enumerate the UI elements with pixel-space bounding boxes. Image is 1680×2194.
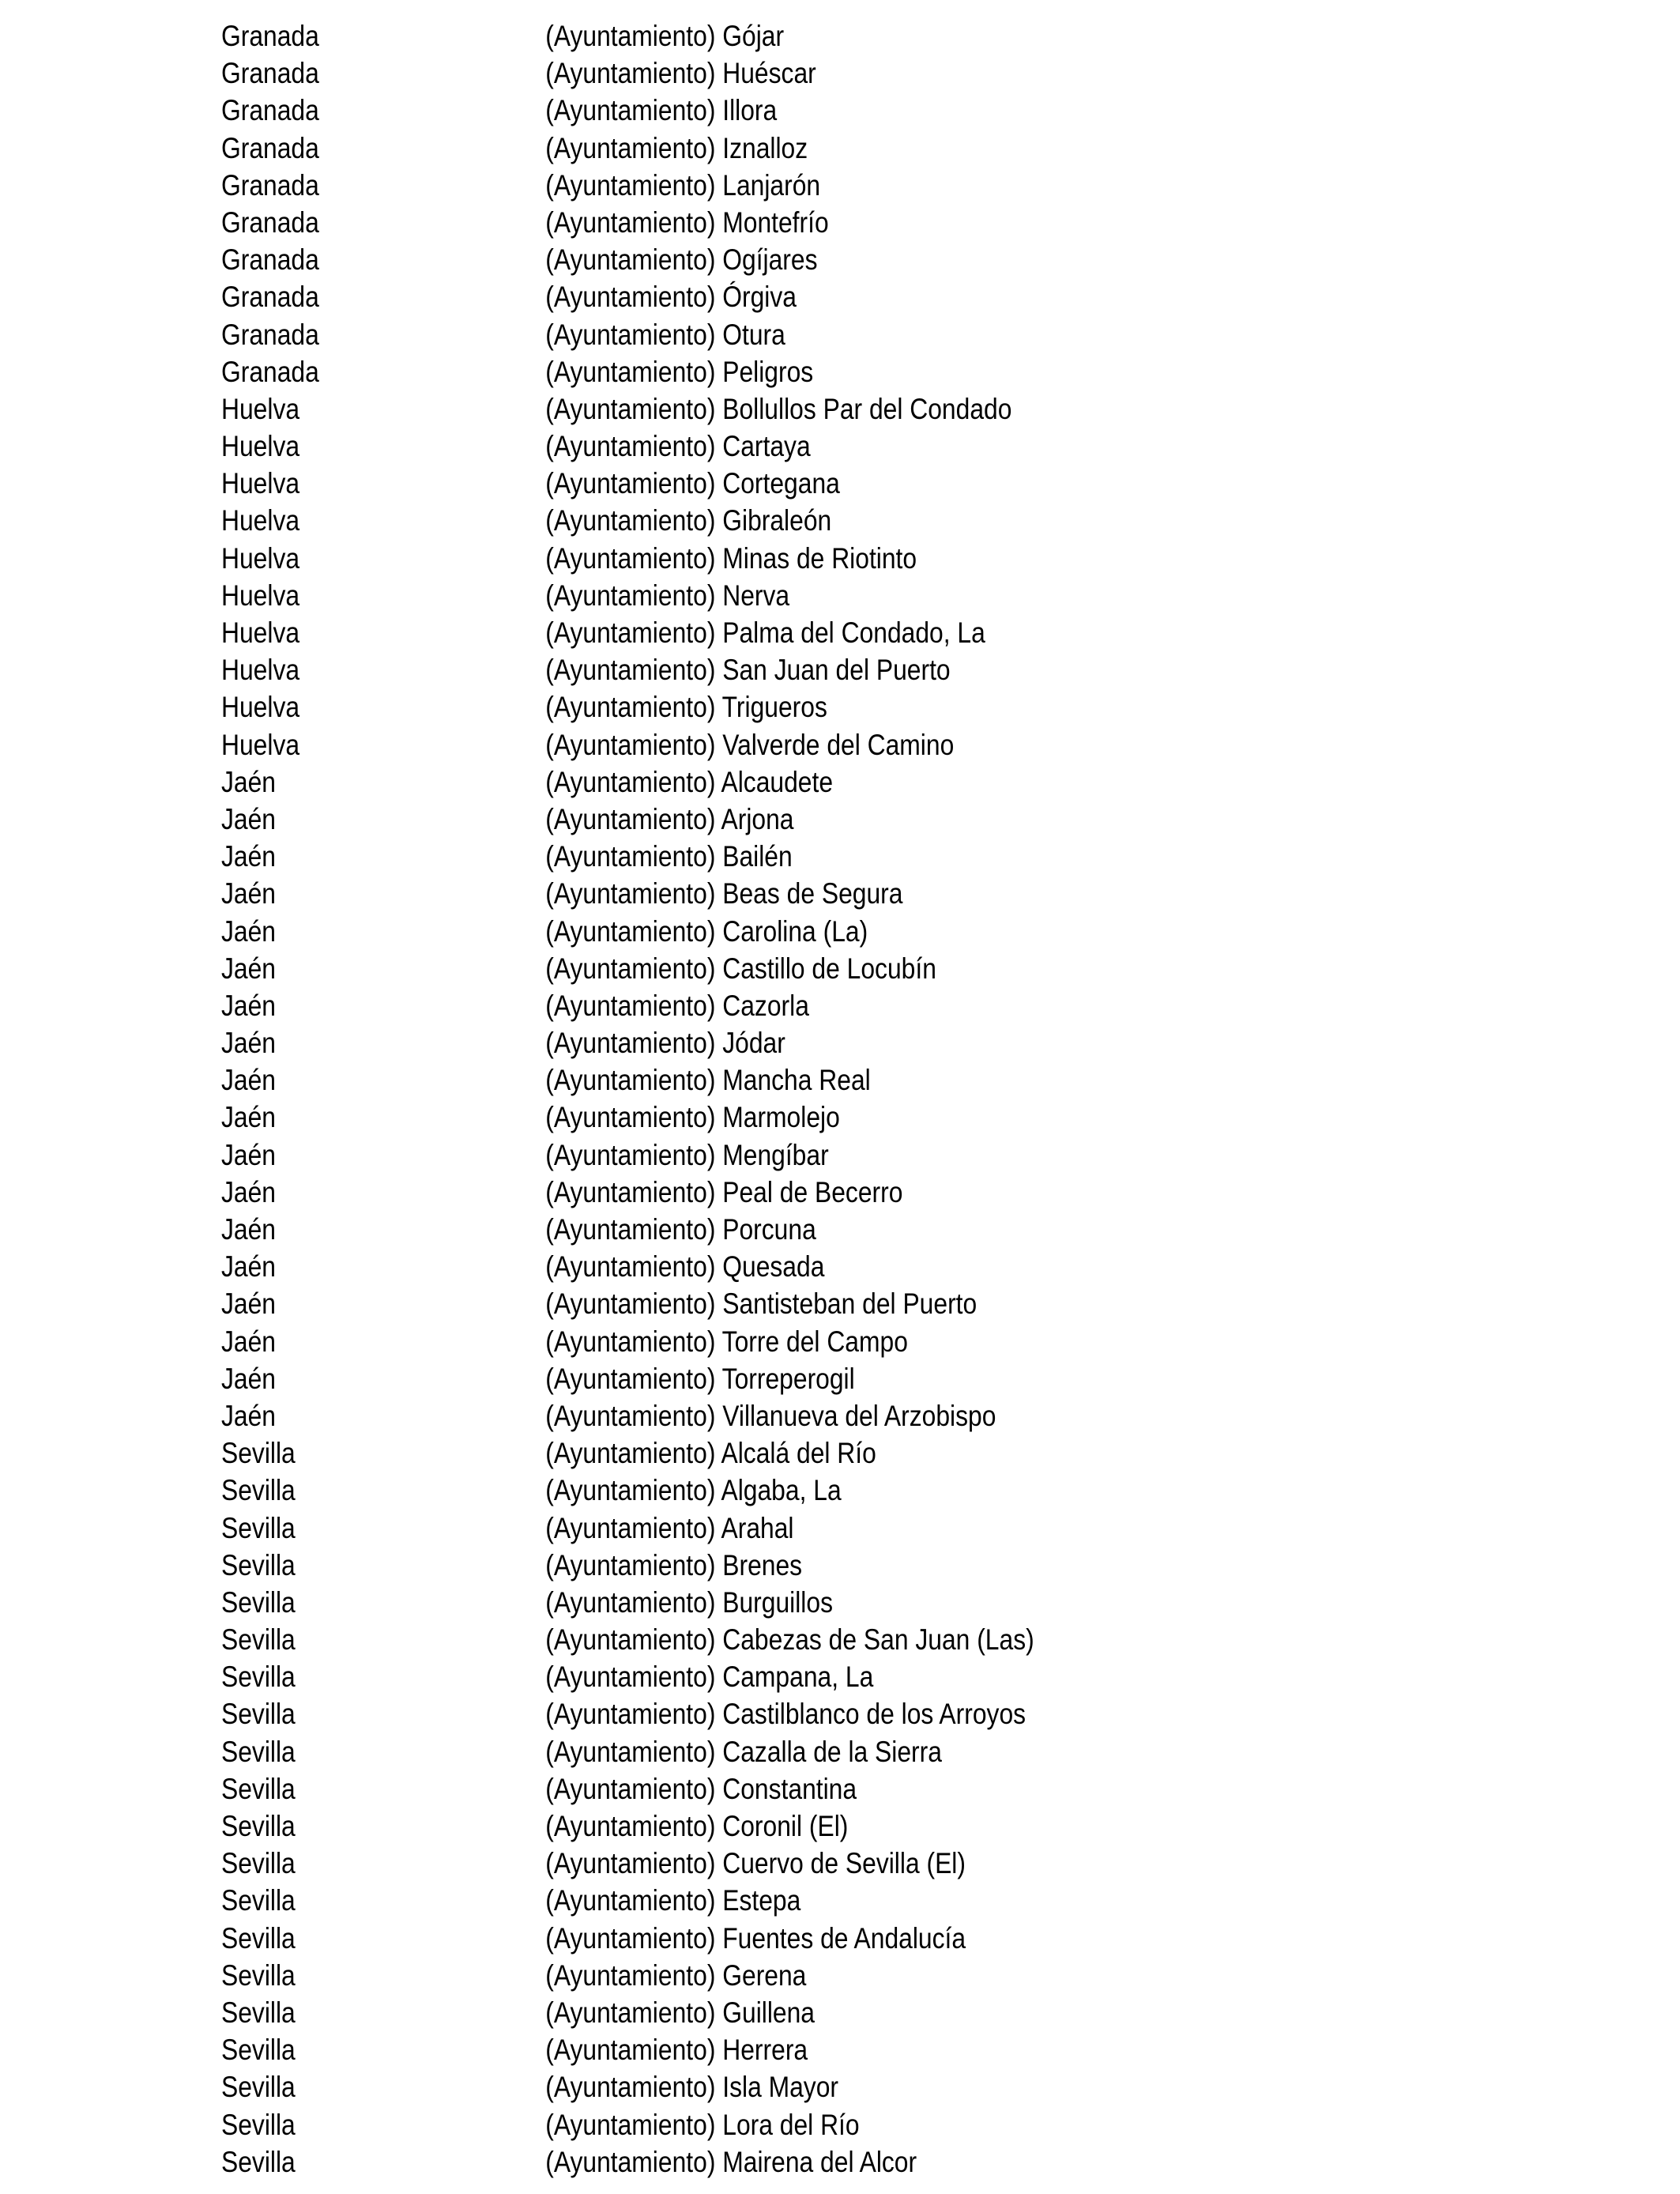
entity-name: (Ayuntamiento) Porcuna bbox=[545, 1213, 816, 1246]
entity-name: (Ayuntamiento) Torreperogil bbox=[545, 1362, 855, 1395]
province-name: Sevilla bbox=[221, 1623, 296, 1657]
entity-name: (Ayuntamiento) Trigueros bbox=[545, 691, 827, 724]
list-item bbox=[221, 614, 1377, 651]
province-name: Jaén bbox=[221, 1325, 277, 1358]
province-name: Granada bbox=[221, 243, 319, 277]
entity-name: (Ayuntamiento) Brenes bbox=[545, 1548, 803, 1581]
province-name: Huelva bbox=[221, 654, 300, 687]
list-item bbox=[221, 1882, 1377, 1919]
province-name: Sevilla bbox=[221, 1661, 296, 1694]
entity-name: (Ayuntamiento) Torre del Campo bbox=[545, 1325, 908, 1358]
list-item bbox=[221, 913, 1377, 950]
entity-name: (Ayuntamiento) Villanueva del Arzobispo bbox=[545, 1399, 996, 1432]
province-name: Sevilla bbox=[221, 1810, 296, 1842]
province-name: Sevilla bbox=[221, 1474, 296, 1507]
province-name: Jaén bbox=[221, 914, 277, 948]
entity-name: (Ayuntamiento) Jódar bbox=[545, 1027, 785, 1060]
entity-name: (Ayuntamiento) Lanjarón bbox=[545, 168, 821, 202]
province-name: Jaén bbox=[221, 765, 277, 798]
province-name: Granada bbox=[221, 131, 319, 164]
entity-name: (Ayuntamiento) Arjona bbox=[545, 802, 794, 835]
list-item bbox=[221, 577, 1377, 614]
list-item bbox=[221, 1733, 1377, 1770]
province-name: Granada bbox=[221, 168, 319, 202]
province-name: Sevilla bbox=[221, 1772, 296, 1805]
list-item bbox=[221, 1584, 1377, 1621]
province-name: Granada bbox=[221, 281, 319, 314]
province-name: Jaén bbox=[221, 1175, 277, 1208]
entity-name: (Ayuntamiento) Marmolejo bbox=[545, 1101, 840, 1134]
entity-name: (Ayuntamiento) Huéscar bbox=[545, 57, 816, 90]
entity-name: (Ayuntamiento) Nerva bbox=[545, 579, 790, 612]
entity-name: (Ayuntamiento) Minas de Riotinto bbox=[545, 541, 917, 575]
province-name: Huelva bbox=[221, 728, 300, 761]
list-item bbox=[221, 838, 1377, 875]
province-name: Sevilla bbox=[221, 2108, 296, 2141]
province-name: Sevilla bbox=[221, 1847, 296, 1880]
list-item bbox=[221, 726, 1377, 763]
province-name: Jaén bbox=[221, 989, 277, 1022]
province-name: Sevilla bbox=[221, 1698, 296, 1731]
entity-name: (Ayuntamiento) Guillena bbox=[545, 1996, 816, 2029]
province-name: Granada bbox=[221, 20, 319, 52]
list-item bbox=[221, 1547, 1377, 1584]
province-name: Sevilla bbox=[221, 1735, 296, 1768]
province-name: Sevilla bbox=[221, 1921, 296, 1955]
entity-name: (Ayuntamiento) Cartaya bbox=[545, 430, 811, 463]
list-item bbox=[221, 1024, 1377, 1061]
list-item bbox=[221, 763, 1377, 801]
entity-name: (Ayuntamiento) Cazalla de la Sierra bbox=[545, 1735, 942, 1768]
province-name: Granada bbox=[221, 355, 319, 388]
province-name: Granada bbox=[221, 205, 319, 239]
list-item bbox=[221, 1957, 1377, 1994]
province-name: Jaén bbox=[221, 877, 277, 910]
entity-name: (Ayuntamiento) Alcalá del Río bbox=[545, 1437, 876, 1470]
province-name: Huelva bbox=[221, 504, 300, 537]
entity-name: (Ayuntamiento) Quesada bbox=[545, 1250, 825, 1284]
entity-name: (Ayuntamiento) Coronil (El) bbox=[545, 1810, 849, 1842]
province-name: Sevilla bbox=[221, 1884, 296, 1917]
entity-name: (Ayuntamiento) Castillo de Locubín bbox=[545, 952, 936, 985]
list-item bbox=[221, 801, 1377, 838]
list-item bbox=[221, 428, 1377, 465]
list-item bbox=[221, 17, 1377, 55]
province-name: Jaén bbox=[221, 802, 277, 835]
list-item bbox=[221, 1845, 1377, 1882]
entity-name: (Ayuntamiento) Cazorla bbox=[545, 989, 809, 1022]
list-item bbox=[221, 353, 1377, 390]
list-item bbox=[221, 1808, 1377, 1845]
list-item bbox=[221, 241, 1377, 278]
province-name: Jaén bbox=[221, 1138, 277, 1171]
list-item bbox=[221, 987, 1377, 1024]
list-item bbox=[221, 1248, 1377, 1285]
province-name: Sevilla bbox=[221, 1996, 296, 2029]
entity-name: (Ayuntamiento) Algaba, La bbox=[545, 1474, 842, 1507]
list-item bbox=[221, 1397, 1377, 1434]
province-name: Jaén bbox=[221, 1027, 277, 1060]
list-item bbox=[221, 875, 1377, 912]
list-item bbox=[221, 2106, 1377, 2143]
province-name: Sevilla bbox=[221, 1511, 296, 1544]
province-name: Huelva bbox=[221, 579, 300, 612]
list-item bbox=[221, 1323, 1377, 1360]
province-name: Sevilla bbox=[221, 2071, 296, 2104]
list-item bbox=[221, 92, 1377, 129]
list-item bbox=[221, 1434, 1377, 1472]
province-name: Jaén bbox=[221, 952, 277, 985]
list-item bbox=[221, 167, 1377, 204]
entity-name: (Ayuntamiento) Montefrío bbox=[545, 205, 829, 239]
entity-name: (Ayuntamiento) Valverde del Camino bbox=[545, 728, 955, 761]
list-item bbox=[221, 1211, 1377, 1248]
province-name: Huelva bbox=[221, 467, 300, 500]
entity-name: (Ayuntamiento) Carolina (La) bbox=[545, 914, 868, 948]
entity-name: (Ayuntamiento) Bollullos Par del Condado bbox=[545, 392, 1012, 425]
entity-name: (Ayuntamiento) Peligros bbox=[545, 355, 814, 388]
list-item bbox=[221, 204, 1377, 241]
list-item bbox=[221, 1695, 1377, 1732]
province-name: Jaén bbox=[221, 840, 277, 873]
list-item bbox=[221, 1510, 1377, 1547]
entity-name: (Ayuntamiento) Mancha Real bbox=[545, 1064, 871, 1097]
entity-name: (Ayuntamiento) Gibraleón bbox=[545, 504, 832, 537]
province-name: Granada bbox=[221, 318, 319, 351]
province-name: Huelva bbox=[221, 392, 300, 425]
entity-name: (Ayuntamiento) Alcaudete bbox=[545, 765, 834, 798]
list-item bbox=[221, 130, 1377, 167]
list-item bbox=[221, 390, 1377, 428]
list-item bbox=[221, 651, 1377, 688]
province-name: Sevilla bbox=[221, 1585, 296, 1619]
entity-name: (Ayuntamiento) Lora del Río bbox=[545, 2108, 860, 2141]
province-name: Sevilla bbox=[221, 2145, 296, 2178]
list-item bbox=[221, 1061, 1377, 1099]
entity-name: (Ayuntamiento) Otura bbox=[545, 318, 785, 351]
list-item bbox=[221, 2068, 1377, 2105]
province-name: Jaén bbox=[221, 1101, 277, 1134]
province-name: Jaén bbox=[221, 1064, 277, 1097]
list-item bbox=[221, 1174, 1377, 1211]
list-item bbox=[221, 278, 1377, 315]
entity-name: (Ayuntamiento) Gójar bbox=[545, 20, 785, 52]
list-item bbox=[221, 540, 1377, 577]
province-name: Sevilla bbox=[221, 1548, 296, 1581]
entity-name: (Ayuntamiento) Castilblanco de los Arroyos bbox=[545, 1698, 1026, 1731]
province-name: Sevilla bbox=[221, 2034, 296, 2067]
province-name: Jaén bbox=[221, 1213, 277, 1246]
entity-name: (Ayuntamiento) Isla Mayor bbox=[545, 2071, 839, 2104]
entity-name: (Ayuntamiento) Mengíbar bbox=[545, 1138, 829, 1171]
entity-name: (Ayuntamiento) Iznalloz bbox=[545, 131, 808, 164]
list-item bbox=[221, 1770, 1377, 1808]
entity-name: (Ayuntamiento) Órgiva bbox=[545, 281, 797, 314]
province-name: Jaén bbox=[221, 1250, 277, 1284]
entity-name: (Ayuntamiento) Beas de Segura bbox=[545, 877, 903, 910]
province-name: Jaén bbox=[221, 1362, 277, 1395]
province-name: Huelva bbox=[221, 616, 300, 649]
entity-name: (Ayuntamiento) Arahal bbox=[545, 1511, 794, 1544]
list-item bbox=[221, 1658, 1377, 1695]
list-item bbox=[221, 1621, 1377, 1658]
entity-name: (Ayuntamiento) Mairena del Alcor bbox=[545, 2145, 917, 2178]
list-item bbox=[221, 502, 1377, 539]
entity-name: (Ayuntamiento) Bailén bbox=[545, 840, 793, 873]
entity-name: (Ayuntamiento) Fuentes de Andalucía bbox=[545, 1921, 966, 1955]
entity-list bbox=[221, 17, 1565, 2181]
list-item bbox=[221, 2143, 1377, 2181]
entity-name: (Ayuntamiento) Herrera bbox=[545, 2034, 808, 2067]
province-name: Granada bbox=[221, 94, 319, 127]
list-item bbox=[221, 1360, 1377, 1397]
entity-name: (Ayuntamiento) Constantina bbox=[545, 1772, 857, 1805]
list-item bbox=[221, 1472, 1377, 1509]
entity-name: (Ayuntamiento) Burguillos bbox=[545, 1585, 833, 1619]
list-item bbox=[221, 2031, 1377, 2068]
list-item bbox=[221, 1285, 1377, 1322]
entity-name: (Ayuntamiento) Cortegana bbox=[545, 467, 840, 500]
province-name: Sevilla bbox=[221, 1958, 296, 1992]
entity-name: (Ayuntamiento) Gerena bbox=[545, 1958, 807, 1992]
province-name: Huelva bbox=[221, 541, 300, 575]
province-name: Jaén bbox=[221, 1287, 277, 1321]
list-item bbox=[221, 465, 1377, 502]
entity-name: (Ayuntamiento) Cuervo de Sevilla (El) bbox=[545, 1847, 966, 1880]
entity-name: (Ayuntamiento) Campana, La bbox=[545, 1661, 874, 1694]
list-item bbox=[221, 1137, 1377, 1174]
province-name: Huelva bbox=[221, 691, 300, 724]
entity-name: (Ayuntamiento) Peal de Becerro bbox=[545, 1175, 903, 1208]
entity-name: (Ayuntamiento) San Juan del Puerto bbox=[545, 654, 951, 687]
entity-name: (Ayuntamiento) Palma del Condado, La bbox=[545, 616, 985, 649]
entity-name: (Ayuntamiento) Cabezas de San Juan (Las) bbox=[545, 1623, 1034, 1657]
province-name: Huelva bbox=[221, 430, 300, 463]
list-item bbox=[221, 1994, 1377, 2031]
list-item bbox=[221, 688, 1377, 726]
province-name: Granada bbox=[221, 57, 319, 90]
list-item bbox=[221, 950, 1377, 987]
province-name: Jaén bbox=[221, 1399, 277, 1432]
entity-name: (Ayuntamiento) Santisteban del Puerto bbox=[545, 1287, 977, 1321]
entity-name: (Ayuntamiento) Illora bbox=[545, 94, 778, 127]
list-item bbox=[221, 316, 1377, 353]
province-name: Sevilla bbox=[221, 1437, 296, 1470]
list-item bbox=[221, 55, 1377, 92]
entity-name: (Ayuntamiento) Ogíjares bbox=[545, 243, 818, 277]
entity-name: (Ayuntamiento) Estepa bbox=[545, 1884, 801, 1917]
list-item bbox=[221, 1099, 1377, 1136]
list-item bbox=[221, 1920, 1377, 1957]
